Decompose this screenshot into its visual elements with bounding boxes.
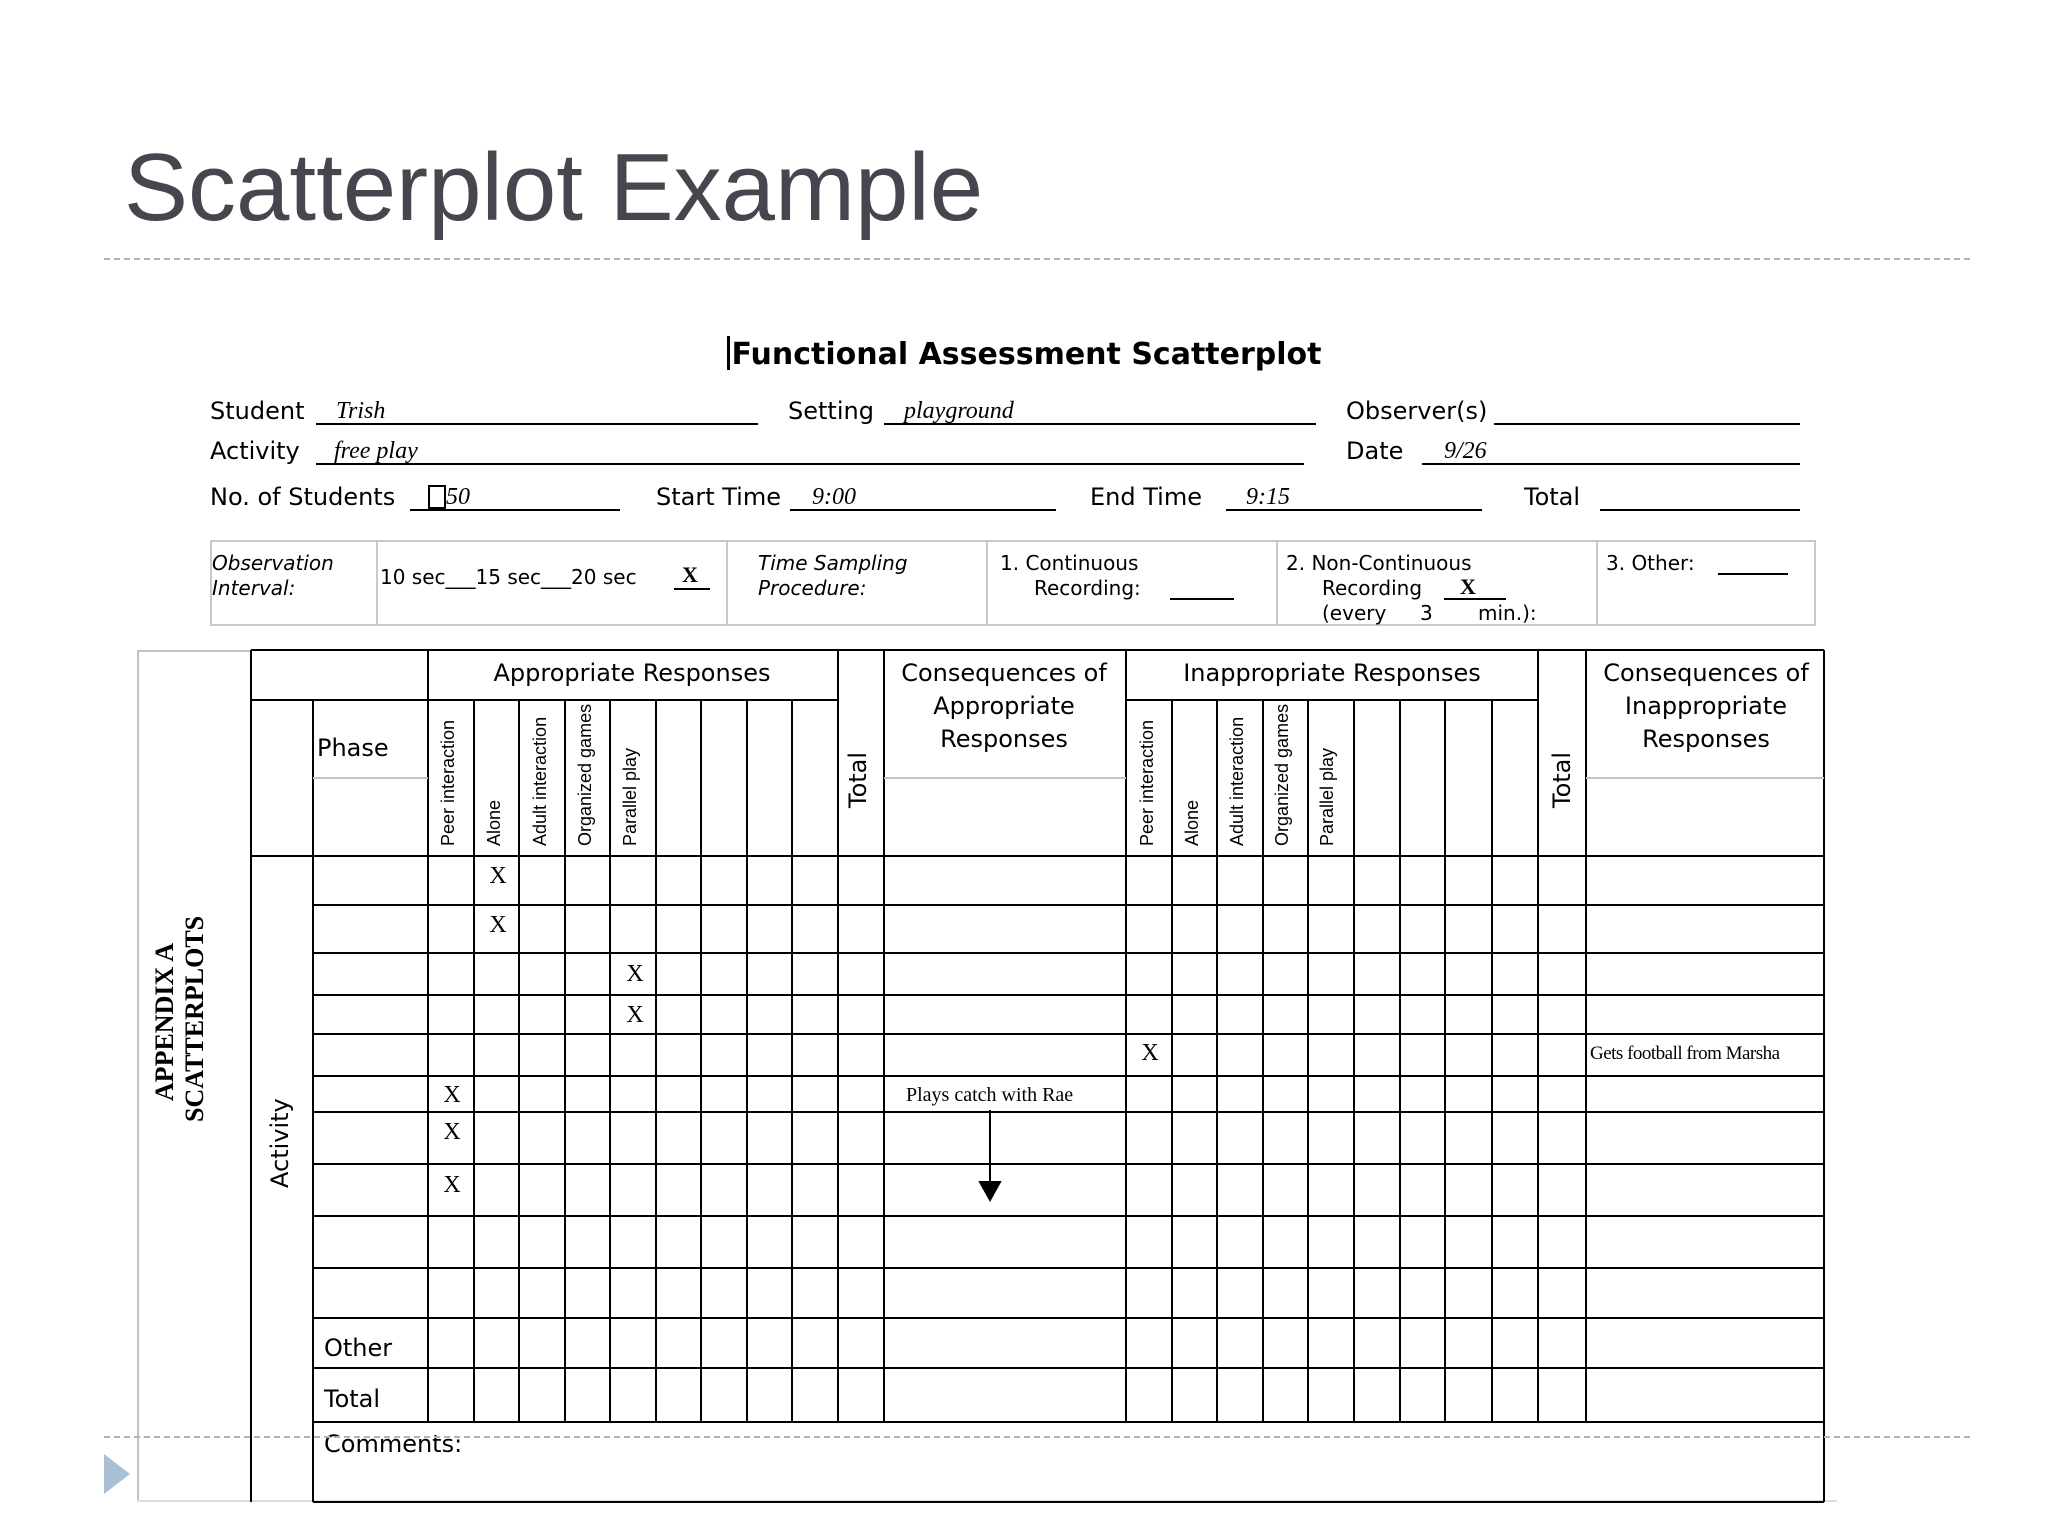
num-students-value: 50 [446,484,470,510]
cons-inappropriate-header [1586,657,1826,756]
end-time-label: End Time [1090,483,1202,511]
col-appropriate-parallel-play: Parallel play [620,747,640,846]
observers-label: Observer(s) [1346,397,1488,425]
note-plays-catch: Plays catch with Rae [906,1084,1074,1106]
obs-interval-mark: X [682,562,698,587]
activity-value: free play [334,438,418,464]
comments-label: Comments: [324,1430,463,1458]
cons-appropriate-header [884,657,1124,756]
date-value: 9/26 [1444,438,1487,464]
mark-row6-peer-interaction: X [443,1082,461,1108]
col-inappropriate-parallel-play: Parallel play [1317,747,1337,846]
mark-row7-peer-interaction: X [443,1119,461,1145]
total-row-label: Total [324,1385,381,1413]
obs-intervals-text: 10 sec___15 sec___20 sec [380,565,637,589]
appendix-line-1: APPENDIX A [150,942,179,1102]
obs-interval-label-2: Interval: [212,576,296,600]
appropriate-header: Appropriate Responses [493,659,771,687]
other-row-label: Other [324,1334,393,1362]
setting-label: Setting [788,397,874,425]
col-inappropriate-alone: Alone [1182,799,1202,846]
mark-row1-alone: X [489,863,507,889]
obs-interval-label-1: Observation [212,551,334,575]
cons-inappropriate-line-3: Responses [1642,725,1770,753]
note-gets-football: Gets football from Marsha [1590,1043,1780,1064]
col-appropriate-organized-games: Organized games [575,703,595,846]
col-appropriate-adult-interaction: Adult interaction [530,716,550,846]
cons-inappropriate-line-1: Consequences of [1603,659,1809,687]
mark-row2-alone: X [489,912,507,938]
student-value: Trish [336,398,386,424]
cons-appropriate-line-1: Consequences of [901,659,1107,687]
other-label: 3. Other: [1606,551,1695,575]
procedure-label-1: Time Sampling [758,551,908,575]
date-label: Date [1346,437,1404,465]
arrow-head-icon [980,1182,1000,1200]
inappropriate-header: Inappropriate Responses [1183,659,1481,687]
total-label: Total [1524,483,1581,511]
cons-inappropriate-line-2: Inappropriate [1624,692,1788,720]
end-time-value: 9:15 [1246,484,1290,510]
setting-value: playground [904,398,1014,424]
mark-row3-parallel-play: X [626,961,644,987]
cons-appropriate-line-3: Responses [940,725,1068,753]
col-inappropriate-adult-interaction: Adult interaction [1227,716,1247,846]
student-label: Student [210,397,305,425]
col-inappropriate-organized-games: Organized games [1272,703,1292,846]
form-title-text: Functional Assessment Scatterplot [731,337,1322,372]
slide-title: Scatterplot Example [124,134,984,241]
every-value: 3 [1420,601,1433,625]
mark-row8-peer-interaction: X [443,1172,461,1198]
every-unit: min.): [1478,601,1537,625]
start-time-label: Start Time [656,483,781,511]
appendix-line-2: SCATTERPLOTS [180,915,209,1122]
activity-row-label: Activity [266,1098,294,1188]
noncontinuous-label-1: 2. Non-Continuous [1286,551,1472,575]
slide-marker-icon [102,1452,132,1496]
mark-row5-inappropriate-peer: X [1141,1040,1159,1066]
col-appropriate-peer-interaction: Peer interaction [438,719,458,846]
noncontinuous-mark: X [1460,574,1476,599]
cons-appropriate-line-2: Appropriate [933,692,1075,720]
total-col-appropriate: Total [844,751,872,808]
total-col-inappropriate: Total [1548,751,1576,808]
start-time-value: 9:00 [812,484,856,510]
procedure-label-2: Procedure: [758,576,867,600]
col-appropriate-alone: Alone [484,799,504,846]
col-inappropriate-peer-interaction: Peer interaction [1137,719,1157,846]
footer-divider [104,1436,1970,1438]
num-students-label: No. of Students [210,483,396,511]
continuous-label-2: Recording: [1034,576,1141,600]
noncontinuous-label-2: Recording [1322,576,1423,600]
activity-label: Activity [210,437,300,465]
phase-label: Phase [317,734,389,762]
continuous-label-1: 1. Continuous [1000,551,1139,575]
every-text: (every [1322,601,1387,625]
mark-row4-parallel-play: X [626,1002,644,1028]
